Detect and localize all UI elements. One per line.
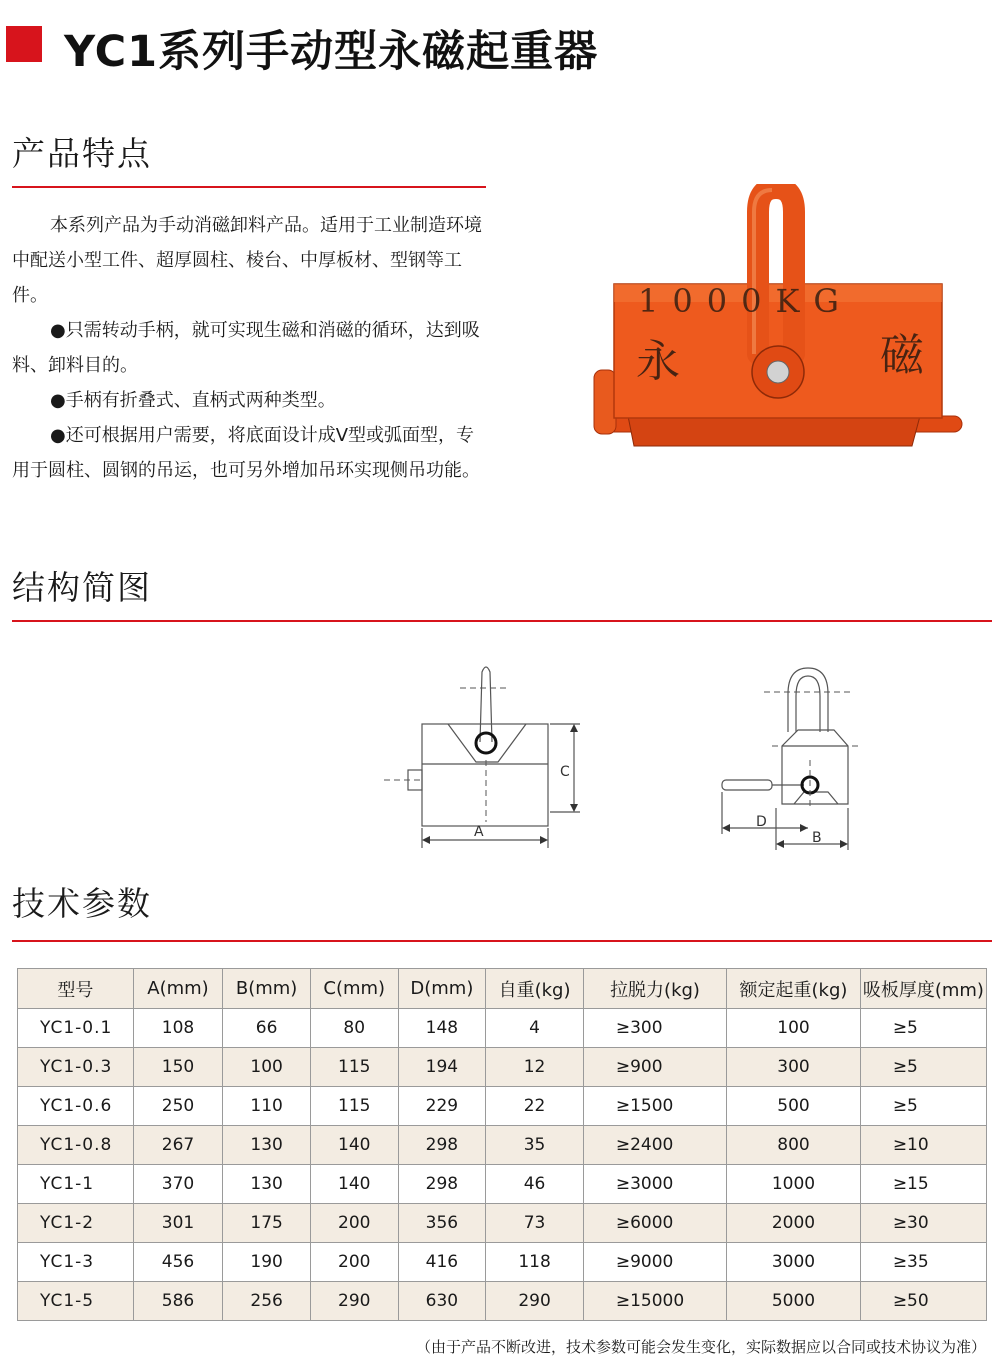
cell-b: 100 xyxy=(223,1048,311,1087)
header-weight: 自重(kg) xyxy=(486,969,584,1009)
cell-b: 130 xyxy=(223,1165,311,1204)
magnet-base xyxy=(628,416,920,446)
cell-plate-thickness: ≥5 xyxy=(860,1048,986,1087)
feature-bullet-3: ●还可根据用户需要，将底面设计成V型或弧面型，专用于圆柱、圆钢的吊运，也可另外增加吊环实现侧吊功能。 xyxy=(12,425,480,481)
feature-bullet-2: ●手柄有折叠式、直柄式两种类型。 xyxy=(50,390,336,411)
cell-rated-load: 5000 xyxy=(727,1282,861,1321)
front-body-outline xyxy=(422,724,548,826)
cell-b: 175 xyxy=(223,1204,311,1243)
section-heading-specs: 技术参数 xyxy=(12,884,152,923)
cell-plate-thickness: ≥10 xyxy=(860,1126,986,1165)
cell-model: YC1-0.3 xyxy=(18,1048,134,1087)
cell-a: 267 xyxy=(133,1126,223,1165)
cell-weight: 118 xyxy=(486,1243,584,1282)
cell-rated-load: 300 xyxy=(727,1048,861,1087)
cell-pull-force: ≥9000 xyxy=(583,1243,726,1282)
cell-c: 200 xyxy=(310,1204,398,1243)
cell-weight: 4 xyxy=(486,1009,584,1048)
cell-pull-force: ≥15000 xyxy=(583,1282,726,1321)
capacity-label: 1000KG xyxy=(638,282,853,320)
cell-pull-force: ≥2400 xyxy=(583,1126,726,1165)
cell-model: YC1-2 xyxy=(18,1204,134,1243)
cell-rated-load: 100 xyxy=(727,1009,861,1048)
header-c: C(mm) xyxy=(310,969,398,1009)
dimension-label-d: D xyxy=(756,814,767,830)
table-row xyxy=(18,1204,987,1243)
header-model: 型号 xyxy=(18,969,134,1009)
cell-weight: 73 xyxy=(486,1204,584,1243)
cell-pull-force: ≥6000 xyxy=(583,1204,726,1243)
cell-a: 370 xyxy=(133,1165,223,1204)
dimension-label-c: C xyxy=(560,764,570,780)
page-title: YC1系列手动型永磁起重器 xyxy=(64,27,599,77)
cell-a: 108 xyxy=(133,1009,223,1048)
cell-c: 140 xyxy=(310,1126,398,1165)
dimension-label-a: A xyxy=(474,824,484,840)
cell-c: 80 xyxy=(310,1009,398,1048)
cell-model: YC1-0.6 xyxy=(18,1087,134,1126)
cell-a: 301 xyxy=(133,1204,223,1243)
label-yong: 永 xyxy=(636,336,680,387)
cell-d: 630 xyxy=(398,1282,486,1321)
section-heading-features: 产品特点 xyxy=(12,134,152,173)
table-header-row xyxy=(18,969,987,1009)
cell-c: 140 xyxy=(310,1165,398,1204)
features-text xyxy=(12,208,490,488)
handle-grip xyxy=(594,370,616,434)
cell-a: 250 xyxy=(133,1087,223,1126)
header-rated-load: 额定起重(kg) xyxy=(727,969,861,1009)
section-heading-structure: 结构简图 xyxy=(12,568,152,607)
header-pull-force: 拉脱力(kg) xyxy=(583,969,726,1009)
header-a: A(mm) xyxy=(133,969,223,1009)
front-pivot-circle xyxy=(476,733,496,753)
cell-rated-load: 800 xyxy=(727,1126,861,1165)
cell-plate-thickness: ≥35 xyxy=(860,1243,986,1282)
section-rule-features xyxy=(12,186,486,188)
table-row xyxy=(18,1243,987,1282)
cell-b: 110 xyxy=(223,1087,311,1126)
cell-d: 229 xyxy=(398,1087,486,1126)
cell-pull-force: ≥1500 xyxy=(583,1087,726,1126)
dimension-label-b: B xyxy=(812,830,822,846)
table-row xyxy=(18,1048,987,1087)
cell-model: YC1-5 xyxy=(18,1282,134,1321)
cell-c: 290 xyxy=(310,1282,398,1321)
cell-weight: 22 xyxy=(486,1087,584,1126)
cell-c: 115 xyxy=(310,1048,398,1087)
cell-b: 130 xyxy=(223,1126,311,1165)
cell-rated-load: 500 xyxy=(727,1087,861,1126)
cell-weight: 35 xyxy=(486,1126,584,1165)
table-row xyxy=(18,1165,987,1204)
table-row xyxy=(18,1126,987,1165)
cell-weight: 12 xyxy=(486,1048,584,1087)
cell-plate-thickness: ≥50 xyxy=(860,1282,986,1321)
cell-b: 66 xyxy=(223,1009,311,1048)
cell-a: 456 xyxy=(133,1243,223,1282)
cell-d: 194 xyxy=(398,1048,486,1087)
table-row xyxy=(18,1087,987,1126)
cell-rated-load: 1000 xyxy=(727,1165,861,1204)
product-photo xyxy=(588,184,968,464)
cell-d: 148 xyxy=(398,1009,486,1048)
cell-a: 150 xyxy=(133,1048,223,1087)
diagram-side-view xyxy=(700,660,870,855)
cell-d: 356 xyxy=(398,1204,486,1243)
title-red-square xyxy=(6,26,42,62)
table-row xyxy=(18,1009,987,1048)
cell-b: 256 xyxy=(223,1282,311,1321)
cell-model: YC1-3 xyxy=(18,1243,134,1282)
cell-pull-force: ≥300 xyxy=(583,1009,726,1048)
cell-model: YC1-0.1 xyxy=(18,1009,134,1048)
label-ci: 磁 xyxy=(880,330,924,381)
cell-d: 298 xyxy=(398,1165,486,1204)
cell-model: YC1-1 xyxy=(18,1165,134,1204)
cell-pull-force: ≥900 xyxy=(583,1048,726,1087)
cell-a: 586 xyxy=(133,1282,223,1321)
header-plate-thickness: 吸板厚度(mm) xyxy=(860,969,986,1009)
cell-plate-thickness: ≥5 xyxy=(860,1009,986,1048)
cell-rated-load: 3000 xyxy=(727,1243,861,1282)
features-intro: 本系列产品为手动消磁卸料产品。适用于工业制造环境中配送小型工件、超厚圆柱、棱台、中厚板材、型钢等工件。 xyxy=(12,215,482,306)
cell-d: 298 xyxy=(398,1126,486,1165)
title-bar xyxy=(0,14,1000,77)
diagram-front-view xyxy=(380,650,600,855)
cell-weight: 46 xyxy=(486,1165,584,1204)
specs-table xyxy=(17,968,987,1321)
cell-plate-thickness: ≥5 xyxy=(860,1087,986,1126)
cell-rated-load: 2000 xyxy=(727,1204,861,1243)
pivot-bolt xyxy=(767,361,789,383)
cell-pull-force: ≥3000 xyxy=(583,1165,726,1204)
cell-plate-thickness: ≥15 xyxy=(860,1165,986,1204)
cell-model: YC1-0.8 xyxy=(18,1126,134,1165)
cell-d: 416 xyxy=(398,1243,486,1282)
cell-b: 190 xyxy=(223,1243,311,1282)
header-d: D(mm) xyxy=(398,969,486,1009)
cell-plate-thickness: ≥30 xyxy=(860,1204,986,1243)
cell-weight: 290 xyxy=(486,1282,584,1321)
footnote: （由于产品不断改进，技术参数可能会发生变化，实际数据应以合同或技术协议为准） xyxy=(415,1338,986,1356)
section-rule-specs xyxy=(12,940,992,942)
feature-bullet-1: ●只需转动手柄，就可实现生磁和消磁的循环，达到吸料、卸料目的。 xyxy=(12,320,480,376)
header-b: B(mm) xyxy=(223,969,311,1009)
table-row xyxy=(18,1282,987,1321)
cell-c: 200 xyxy=(310,1243,398,1282)
cell-c: 115 xyxy=(310,1087,398,1126)
section-rule-structure xyxy=(12,620,992,622)
